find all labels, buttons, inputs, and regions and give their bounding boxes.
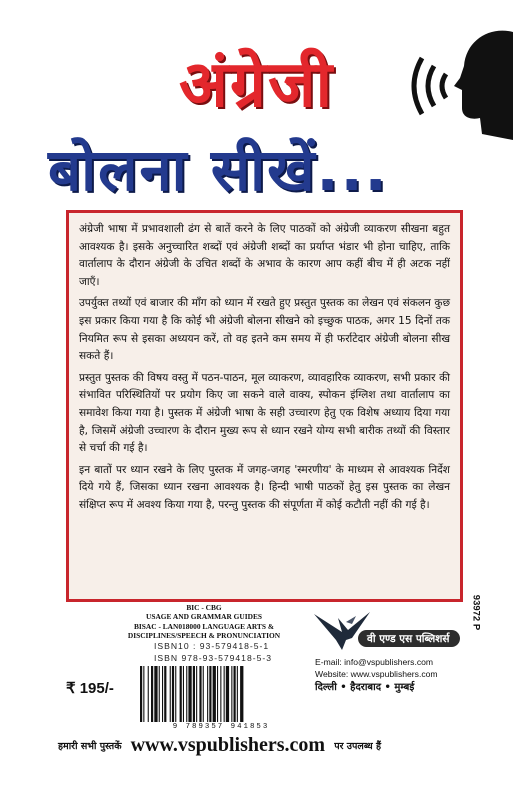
barcode-bar bbox=[220, 666, 221, 722]
speaking-head-icon bbox=[402, 22, 513, 152]
barcode-bar bbox=[151, 666, 153, 722]
product-code bbox=[468, 585, 482, 645]
barcode-bar bbox=[140, 666, 142, 722]
barcode-bar bbox=[186, 666, 187, 722]
barcode-bar bbox=[226, 666, 229, 722]
barcode-bar bbox=[217, 666, 218, 722]
barcode-bar bbox=[172, 666, 174, 722]
barcode-bar bbox=[207, 666, 208, 722]
footer-url: www.vspublishers.com bbox=[130, 734, 326, 756]
barcode-bar bbox=[231, 666, 232, 722]
footer-prefix: हमारी सभी पुस्तकें bbox=[58, 741, 122, 752]
title-line-2: बोलना सीखें... bbox=[48, 136, 389, 204]
bic-description: USAGE AND GRAMMAR GUIDES bbox=[146, 612, 262, 622]
bisac-description: DISCIPLINES/SPEECH & PRONUNCIATION bbox=[127, 631, 281, 641]
barcode-bar bbox=[196, 666, 197, 722]
barcode-bar bbox=[213, 666, 216, 722]
publisher-contact bbox=[315, 656, 475, 694]
publisher-email: E-mail: info@vspublishers.com bbox=[315, 657, 434, 667]
barcode-bar bbox=[199, 666, 201, 722]
description-paragraph-1: अंग्रेजी भाषा में प्रभावशाली ढंग से बातें करने के लिए पाठकों को अंग्रेजी व्याकरण सीखना बहुत आवश्यक है। इसके अनुच्चारित शब्दों एवं अंग्रेजी शब्दों का प्रर्याप्त भंडार भी होना चाहिए, ताकि वार्तालाप के दौरान अंग्रेजी के उचित शब्दों के अभाव के कारण आप कहीं बीच में ही अटक नहीं जाएँ। bbox=[79, 223, 450, 288]
barcode-bar bbox=[159, 666, 160, 722]
barcode-bar bbox=[224, 666, 225, 722]
product-code-text: 93972 P bbox=[470, 594, 482, 631]
barcode-bar bbox=[143, 666, 144, 722]
barcode-bar bbox=[164, 666, 166, 722]
publisher-cities: दिल्ली • हैदराबाद • मुम्बई bbox=[315, 682, 415, 693]
barcode-bar bbox=[234, 666, 236, 722]
barcode-bar bbox=[188, 666, 191, 722]
isbn-block bbox=[154, 640, 272, 664]
description-paragraph-3: प्रस्तुत पुस्तक की विषय वस्तु में पठन-पाठन, मूल व्याकरण, व्यावहारिक व्याकरण, सभी प्रकार की संभावित परिस्थितियों पर प्रयोग किए जा सकने वाले वाक्य, स्पोकन इंग्लिश तथा वार्तालाप का समावेश किया गया है। पुस्तक में अंग्रेजी भाषा के सही उच्चारण हेतु एक विशेष अध्याय दिया गया है, जिसमें अंग्रेजी उच्चारण के दौरान मुख्य रूप से ध्यान रखने योग्य सभी बारीक तथ्यों की विस्तार से चर्चा की गई है। bbox=[79, 371, 450, 455]
barcode-bar bbox=[193, 666, 195, 722]
footer-suffix: पर उपलब्ध हैं bbox=[334, 741, 381, 752]
isbn13: ISBN 978-93-579418-5-3 bbox=[154, 653, 273, 663]
barcode-bar bbox=[148, 666, 149, 722]
bisac-code: BISAC - LAN018000 LANGUAGE ARTS & bbox=[134, 621, 274, 631]
barcode-bar bbox=[237, 666, 238, 722]
publisher-website: Website: www.vspublishers.com bbox=[315, 669, 438, 679]
description-paragraph-4: इन बातों पर ध्यान रखने के लिए पुस्तक में जगह-जगह 'स्मरणीय' के माध्यम से आवश्यक निर्देश दिये गये हैं, जिसका ध्यान रखना आवश्यक है। हिन्दी भाषी पाठकों हेतु इस पुस्तक का लेखन संक्षिप्त रूप में अवश्य किया गया है, परन्तु पुस्तक की संपूर्णता में कोई कटौती नहीं की गई है। bbox=[79, 463, 450, 511]
price: ₹ 195/- bbox=[66, 680, 114, 697]
barcode-bar bbox=[175, 666, 176, 722]
description-box bbox=[66, 210, 463, 602]
barcode bbox=[136, 666, 306, 722]
barcode-bar bbox=[203, 666, 204, 722]
publisher-name: वी एण्ड एस पब्लिशर्स bbox=[367, 633, 450, 645]
classification-block bbox=[112, 603, 296, 641]
barcode-bar bbox=[162, 666, 163, 722]
barcode-bar bbox=[240, 666, 243, 722]
title-line-1: अंग्रेजी bbox=[178, 48, 335, 122]
barcode-number: 9 789357 941853 bbox=[172, 723, 270, 731]
footer-line bbox=[58, 734, 478, 764]
barcode-bar bbox=[183, 666, 184, 722]
isbn10: ISBN10 : 93-579418-5-1 bbox=[154, 641, 270, 651]
bic-code: BIC - CBG bbox=[186, 603, 222, 612]
barcode-bar bbox=[180, 666, 182, 722]
barcode-bar bbox=[154, 666, 157, 722]
barcode-bar bbox=[209, 666, 211, 722]
barcode-bar bbox=[170, 666, 171, 722]
description-paragraph-2: उपर्युक्त तथ्यों एवं बाजार की माँग को ध्यान में रखते हुए प्रस्तुत पुस्तक का लेखन एवं संकलन कुछ इस प्रकार किया गया है कि कोई भी अंग्रेजी बोलना सीखने को इच्छुक पाठक, अगर 15 दिनों तक नियमित रूप से इसका अध्ययन करें, तो वह इतने कम समय में ही फर्राटेदार अंग्रेजी बोलना सीख सकते हैं। bbox=[79, 297, 450, 363]
